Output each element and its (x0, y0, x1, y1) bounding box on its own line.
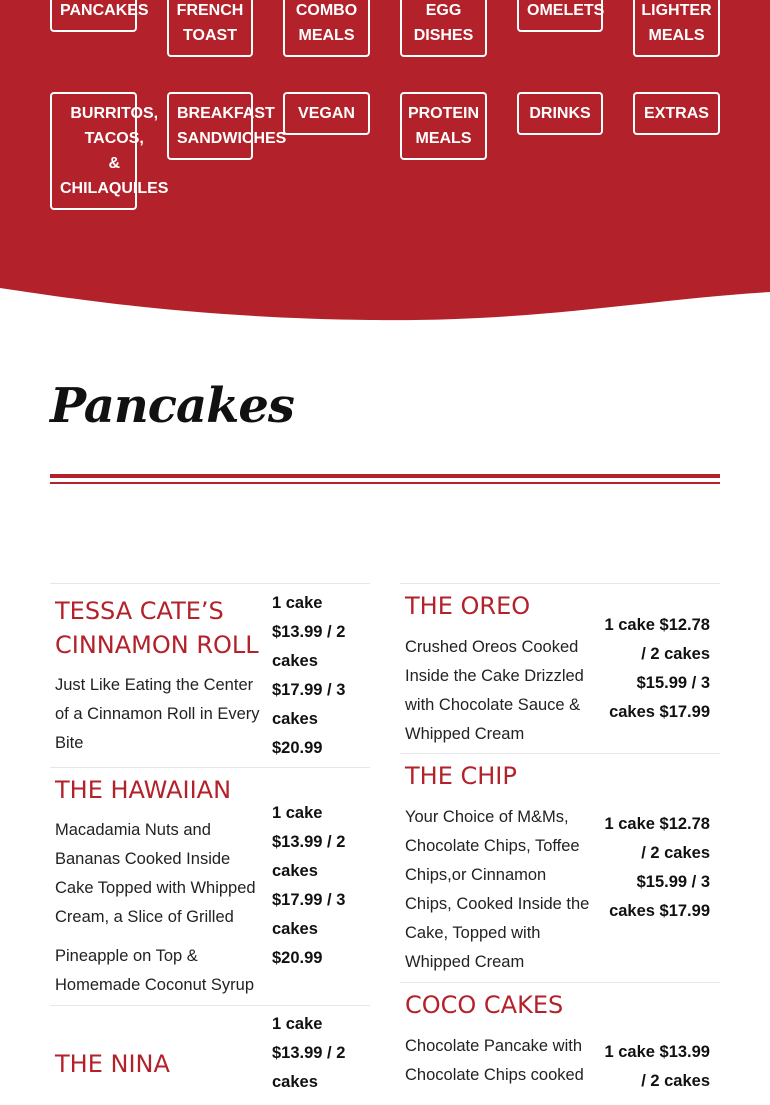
category-button-drinks[interactable]: DRINKS (517, 92, 603, 135)
menu-item-price: 1 cake $12.78 / 2 cakes $15.99 / 3 cakes $17.99 (604, 616, 710, 721)
menu-item-description-continued: Pineapple on Top & Homemade Coconut Syrup (55, 947, 255, 994)
menu-item-name: THE CHIP (405, 762, 517, 790)
menu-item-description: Your Choice of M&Ms, Chocolate Chips, Toffee Chips,or Cinnamon Chips, Cooked Inside the Cake, Topped with Whipped Cream (405, 808, 590, 971)
category-button-lighter-meals[interactable]: LIGHTER MEALS (633, 0, 720, 57)
menu-item-coco-cakes (400, 982, 720, 1102)
section-title: Pancakes (50, 378, 294, 434)
menu-item-nina (50, 1005, 370, 1105)
menu-item-price: 1 cake $13.99 / 2 cakes (604, 1043, 710, 1090)
menu-item-description: Macadamia Nuts and Bananas Cooked Inside Cake Topped with Whipped Cream, a Slice of Grilled (55, 821, 256, 926)
category-button-french-toast[interactable]: FRENCH TOAST (167, 0, 253, 57)
menu-item-name: THE OREO (405, 592, 531, 620)
menu-item-cinnamon-roll (50, 583, 370, 768)
category-button-protein-meals[interactable]: PROTEIN MEALS (400, 92, 487, 160)
menu-item-hawaiian (50, 767, 370, 1005)
menu-item-description: Crushed Oreos Cooked Inside the Cake Drizzled with Chocolate Sauce & Whipped Cream (405, 638, 584, 743)
category-button-extras[interactable]: EXTRAS (633, 92, 720, 135)
section-divider-thin (50, 482, 720, 484)
menu-item-description: Just Like Eating the Center of a Cinnamon Roll in Every Bite (55, 676, 260, 752)
menu-item-price: 1 cake $13.99 / 2 cakes $17.99 / 3 cakes $20.99 (272, 804, 346, 967)
category-button-burritos-tacos-chilaquiles[interactable]: BURRITOS, TACOS, & CHILAQUILES (50, 92, 137, 210)
menu-item-chip (400, 753, 720, 982)
category-button-pancakes[interactable]: PANCAKES (50, 0, 137, 32)
category-button-vegan[interactable]: VEGAN (283, 92, 370, 135)
menu-item-description: Chocolate Pancake with Chocolate Chips cooked (405, 1037, 584, 1084)
menu-item-name: COCO CAKES (405, 991, 564, 1019)
category-nav-header (0, 0, 770, 330)
menu-item-price: 1 cake $13.99 / 2 cakes $17.99 / 3 cakes $20.99 (272, 594, 346, 757)
menu-item-oreo (400, 583, 720, 753)
menu-item-name: TESSA CATE’S CINNAMON ROLL (55, 597, 259, 659)
menu-item-price: 1 cake $13.99 / 2 cakes (272, 1015, 346, 1091)
menu-item-name: THE HAWAIIAN (55, 776, 232, 804)
section-divider-thick (50, 474, 720, 478)
category-button-omelets[interactable]: OMELETS (517, 0, 603, 32)
category-button-egg-dishes[interactable]: EGG DISHES (400, 0, 487, 57)
category-button-combo-meals[interactable]: COMBO MEALS (283, 0, 370, 57)
menu-item-name: THE NINA (55, 1050, 170, 1078)
category-button-breakfast-sandwiches[interactable]: BREAKFAST SANDWICHES (167, 92, 253, 160)
menu-item-price: 1 cake $12.78 / 2 cakes $15.99 / 3 cakes $17.99 (604, 815, 710, 920)
